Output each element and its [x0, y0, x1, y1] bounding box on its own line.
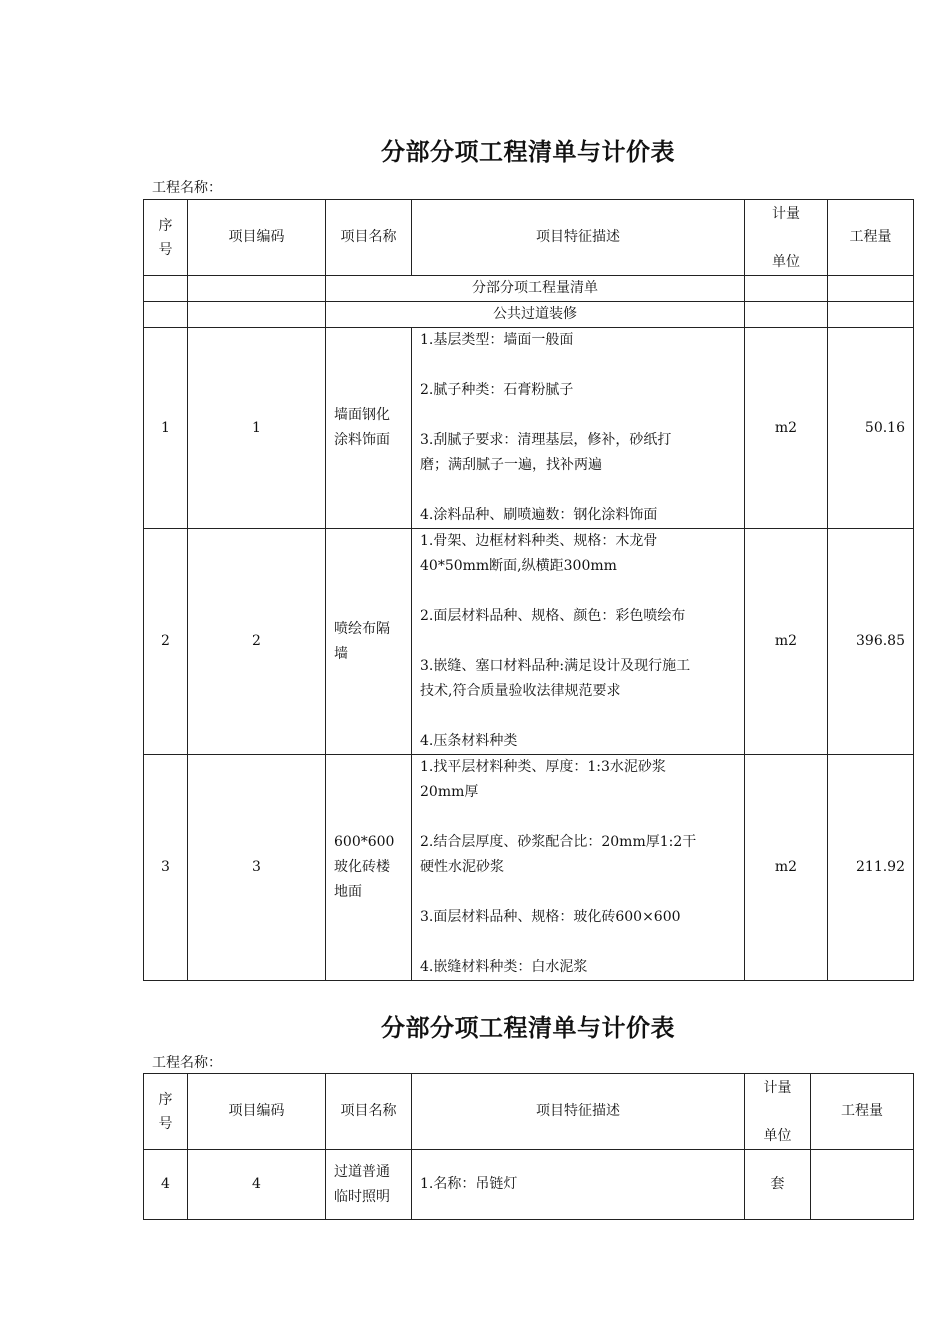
cell-qty: 50.16 [828, 328, 914, 529]
table-row [144, 529, 914, 755]
header-row [144, 1074, 914, 1150]
table-row [144, 755, 914, 981]
cell-unit: 套 [745, 1150, 811, 1220]
header-name: 项目名称 [326, 1074, 412, 1150]
header-qty: 工程量 [811, 1074, 914, 1150]
cell-qty: 396.85 [828, 529, 914, 755]
cell-name: 过道普通 临时照明 [326, 1150, 412, 1220]
header-qty: 工程量 [828, 200, 914, 276]
cell-code: 1 [188, 328, 326, 529]
cell-seq: 1 [144, 328, 188, 529]
cell-qty: 211.92 [828, 755, 914, 981]
cell-desc: 1.名称：吊链灯 [412, 1150, 745, 1220]
header-unit: 计量 单位 [745, 200, 828, 276]
section-row [144, 276, 914, 302]
cell-code: 2 [188, 529, 326, 755]
header-code: 项目编码 [188, 200, 326, 276]
table-1-title: 分部分项工程清单与计价表 [381, 138, 675, 166]
header-seq: 序 号 [144, 1074, 188, 1150]
header-seq: 序 号 [144, 200, 188, 276]
table-2-project-name-label: 工程名称： [152, 1055, 222, 1071]
cell-name: 墙面钢化 涂料饰面 [326, 328, 412, 529]
cell-desc: 1.找平层材料种类、厚度：1:3水泥砂浆 20mm厚 2.结合层厚度、砂浆配合比：20mm厚1:2干 硬性水泥砂浆 3.面层材料品种、规格：玻化砖600×600 4.嵌缝材料种类：白水泥浆 [412, 755, 745, 981]
cell-code: 4 [188, 1150, 326, 1220]
cell-name: 600*600 玻化砖楼 地面 [326, 755, 412, 981]
header-row [144, 200, 914, 276]
table-2-title: 分部分项工程清单与计价表 [381, 1014, 675, 1042]
section-row [144, 302, 914, 328]
header-desc: 项目特征描述 [412, 1074, 745, 1150]
cell-code: 3 [188, 755, 326, 981]
cell-desc: 1.基层类型：墙面一般面 2.腻子种类：石膏粉腻子 3.刮腻子要求：清理基层，修补，砂纸打 磨；满刮腻子一遍，找补两遍 4.涂料品种、刷喷遍数：钢化涂料饰面 [412, 328, 745, 529]
table-row [144, 328, 914, 529]
cell-desc: 1.骨架、边框材料种类、规格：木龙骨 40*50mm断面,纵横距300mm 2.面层材料品种、规格、颜色：彩色喷绘布 3.嵌缝、塞口材料品种:满足设计及现行施工 技术,符合质量验收法律规范要求 4.压条材料种类 [412, 529, 745, 755]
cell-seq: 2 [144, 529, 188, 755]
table-2 [143, 1073, 914, 1220]
header-unit: 计量 单位 [745, 1074, 811, 1150]
cell-name: 喷绘布隔 墙 [326, 529, 412, 755]
header-name: 项目名称 [326, 200, 412, 276]
section-label: 公共过道装修 [326, 302, 745, 328]
table-1-project-name-label: 工程名称： [152, 180, 222, 196]
section-label: 分部分项工程量清单 [326, 276, 745, 302]
table-row [144, 1150, 914, 1220]
cell-qty [811, 1150, 914, 1220]
header-desc: 项目特征描述 [412, 200, 745, 276]
cell-seq: 4 [144, 1150, 188, 1220]
cell-unit: m2 [745, 755, 828, 981]
cell-seq: 3 [144, 755, 188, 981]
cell-unit: m2 [745, 529, 828, 755]
header-code: 项目编码 [188, 1074, 326, 1150]
cell-unit: m2 [745, 328, 828, 529]
table-1 [143, 199, 914, 981]
